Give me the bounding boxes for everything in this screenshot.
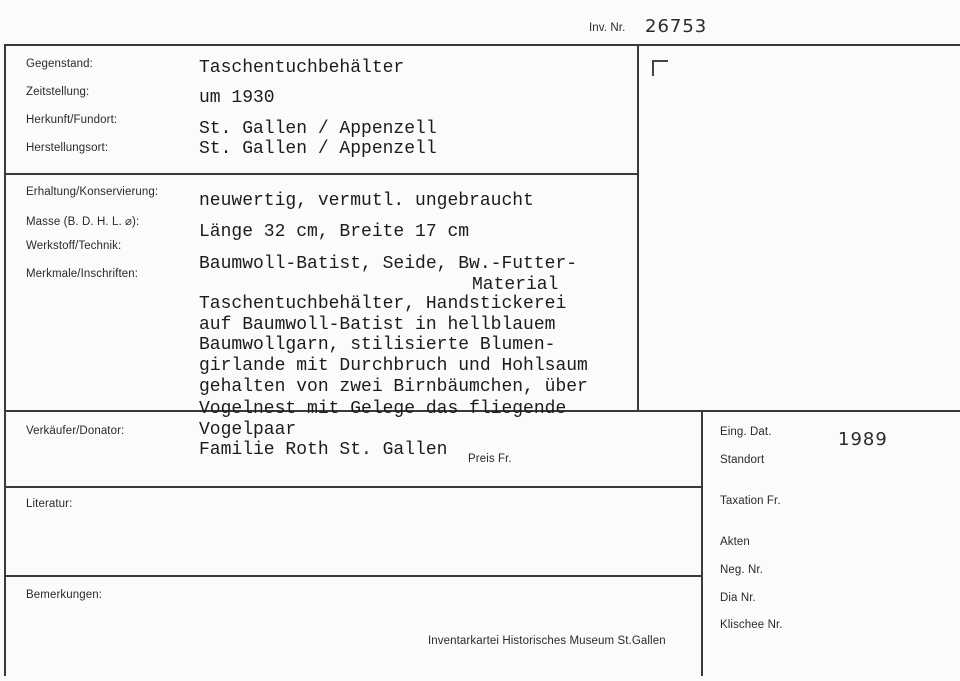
- divider-bottom-right: [701, 410, 703, 676]
- label-bemerkungen: Bemerkungen:: [26, 589, 102, 601]
- value-erhaltung: neuwertig, vermutl. ungebraucht: [199, 191, 534, 211]
- rule-after-literatur: [4, 575, 702, 577]
- inv-number-value: 26753: [645, 16, 708, 37]
- label-klischee: Klischee Nr.: [720, 619, 783, 631]
- label-merkmale: Merkmale/Inschriften:: [26, 268, 139, 280]
- label-eing-dat: Eing. Dat.: [720, 426, 772, 438]
- value-zeitstellung: um 1930: [199, 88, 275, 108]
- value-gegenstand: Taschentuchbehälter: [199, 58, 405, 78]
- rule-after-herstellungsort: [4, 173, 638, 175]
- value-masse: Länge 32 cm, Breite 17 cm: [199, 222, 470, 242]
- merkmale-line: Vogelnest mit Gelege das fliegende: [199, 399, 567, 419]
- value-verkaeufer: Familie Roth St. Gallen: [199, 440, 448, 460]
- value-eing-dat: 1989: [838, 429, 888, 450]
- label-neg: Neg. Nr.: [720, 564, 763, 576]
- label-herstellungsort: Herstellungsort:: [26, 142, 109, 154]
- merkmale-line: Baumwollgarn, stilisierte Blumen-: [199, 335, 556, 355]
- value-herkunft: St. Gallen / Appenzell: [199, 119, 437, 139]
- label-masse: Masse (B. D. H. L. ⌀):: [26, 216, 140, 228]
- value-werkstoff-1: Baumwoll-Batist, Seide, Bw.-Futter-: [199, 254, 578, 274]
- rule-after-verkaeufer: [4, 486, 702, 488]
- inv-number-label: Inv. Nr.: [589, 22, 626, 34]
- label-verkaeufer: Verkäufer/Donator:: [26, 425, 125, 437]
- left-border: [4, 44, 6, 676]
- label-standort: Standort: [720, 454, 765, 466]
- label-erhaltung: Erhaltung/Konservierung:: [26, 186, 159, 198]
- label-werkstoff: Werkstoff/Technik:: [26, 240, 122, 252]
- label-preis: Preis Fr.: [468, 453, 512, 465]
- label-akten: Akten: [720, 536, 750, 548]
- divider-top-right: [637, 44, 639, 412]
- footer-text: Inventarkartei Historisches Museum St.Gallen: [428, 635, 666, 647]
- value-herstellungsort: St. Gallen / Appenzell: [199, 139, 437, 159]
- label-zeitstellung: Zeitstellung:: [26, 86, 90, 98]
- merkmale-line: gehalten von zwei Birnbäumchen, über: [199, 377, 588, 397]
- value-werkstoff-2: Material: [472, 275, 559, 295]
- label-taxation: Taxation Fr.: [720, 495, 781, 507]
- label-dia: Dia Nr.: [720, 592, 756, 604]
- label-herkunft: Herkunft/Fundort:: [26, 114, 118, 126]
- merkmale-line: girlande mit Durchbruch und Hohlsaum: [199, 356, 588, 376]
- merkmale-line: Taschentuchbehälter, Handstickerei: [199, 294, 567, 314]
- merkmale-line: auf Baumwoll-Batist in hellblauem: [199, 315, 556, 335]
- label-gegenstand: Gegenstand:: [26, 58, 93, 70]
- label-literatur: Literatur:: [26, 498, 73, 510]
- corner-mark: [652, 60, 668, 76]
- top-rule: [4, 44, 960, 46]
- merkmale-line: Vogelpaar: [199, 420, 297, 440]
